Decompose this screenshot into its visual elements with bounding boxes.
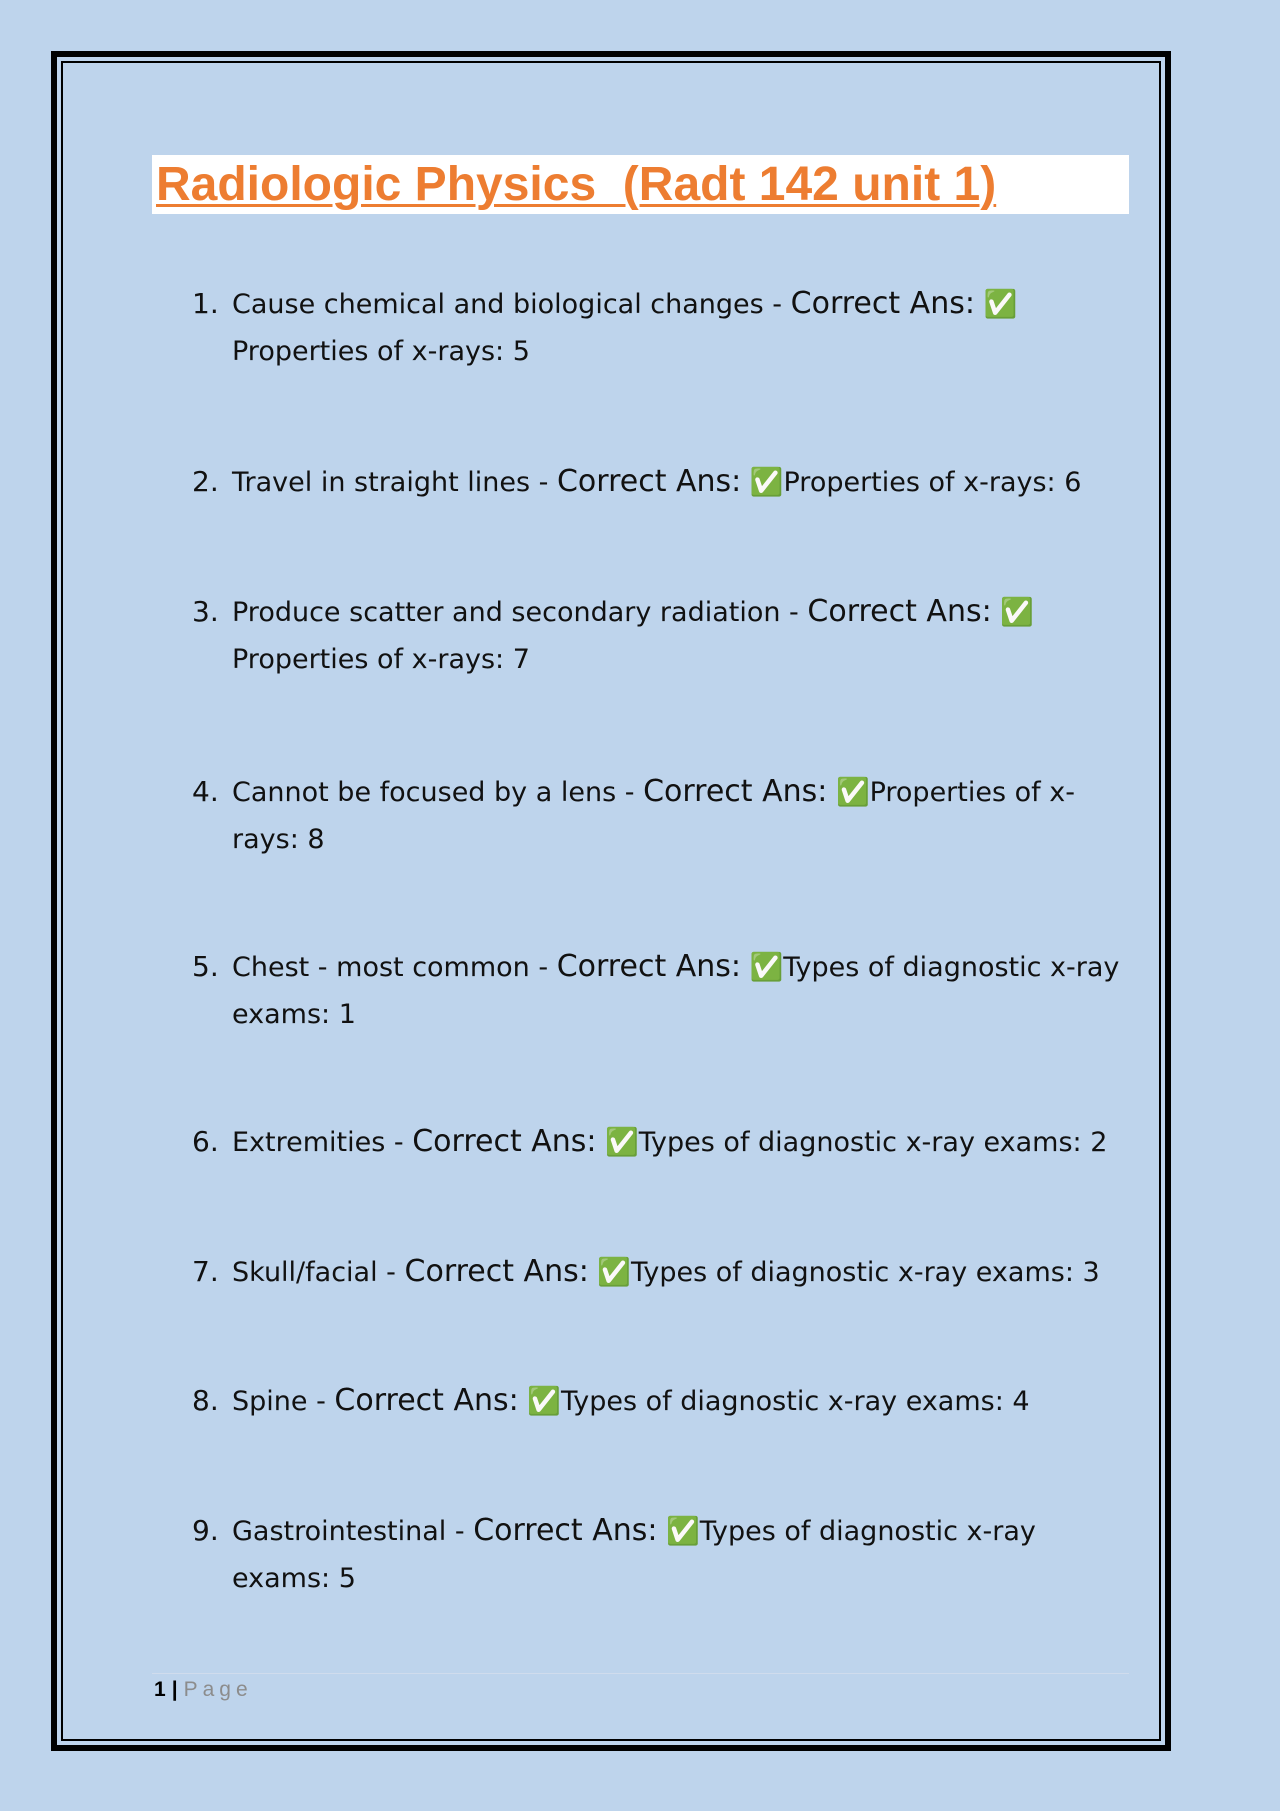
item-question: Chest - most common - [232, 952, 557, 983]
item-text [232, 1118, 1132, 1166]
item-question: Produce scatter and secondary radiation - [232, 597, 808, 628]
footer-page-number: 1 [154, 1678, 166, 1701]
item-question: Gastrointestinal - [232, 1516, 474, 1547]
item-text [232, 1377, 1132, 1425]
check-mark-icon: ✅ [983, 289, 1018, 320]
item-answer: Types of diagnostic x-ray exams: 1 [232, 952, 1120, 1030]
item-answer-label: Correct Ans: [556, 949, 742, 984]
item-text [232, 280, 1132, 375]
item-answer-label: Correct Ans: [790, 286, 975, 321]
item-answer-label: Correct Ans: [643, 774, 828, 809]
item-answer-label: Correct Ans: [473, 1513, 658, 1548]
item-answer: Types of diagnostic x-ray exams: 4 [560, 1386, 1030, 1417]
item-number: 5. [192, 950, 219, 983]
footer-divider [152, 1673, 1129, 1674]
item-answer-label: Correct Ans: [334, 1383, 519, 1418]
list-item [192, 588, 1132, 683]
check-mark-icon: ✅ [527, 1386, 561, 1417]
item-answer: Properties of x-rays: 7 [232, 644, 530, 675]
list-item [192, 1377, 1132, 1425]
check-mark-icon: ✅ [835, 777, 870, 808]
list-item [192, 1248, 1132, 1296]
check-mark-icon: ✅ [1000, 597, 1034, 628]
check-mark-icon: ✅ [749, 467, 784, 498]
item-number: 3. [192, 595, 219, 628]
item-question: Spine - [232, 1386, 335, 1417]
item-question: Cause chemical and biological changes - [232, 289, 791, 320]
list-item [192, 458, 1132, 506]
item-answer-label: Correct Ans: [807, 594, 992, 629]
page-footer [154, 1678, 253, 1702]
title-highlight [152, 155, 1129, 214]
item-answer: Types of diagnostic x-ray exams: 2 [638, 1127, 1108, 1158]
list-item [192, 280, 1132, 375]
item-answer: Properties of x-rays: 8 [232, 777, 1075, 855]
footer-separator: | [171, 1678, 178, 1701]
item-answer: Properties of x-rays: 6 [783, 467, 1082, 498]
item-number: 6. [192, 1125, 219, 1158]
list-item [192, 768, 1132, 863]
item-text [232, 588, 1132, 683]
item-number: 8. [192, 1384, 219, 1417]
item-text [232, 768, 1132, 863]
list-item [192, 1118, 1132, 1166]
item-text [232, 458, 1132, 506]
item-question: Cannot be focused by a lens - [232, 777, 644, 808]
check-mark-icon: ✅ [597, 1257, 632, 1288]
check-mark-icon: ✅ [666, 1516, 700, 1547]
item-number: 7. [192, 1255, 219, 1288]
item-number: 2. [192, 465, 219, 498]
list-item [192, 1507, 1132, 1602]
item-number: 1. [192, 287, 219, 320]
item-answer-label: Correct Ans: [412, 1124, 597, 1159]
check-mark-icon: ✅ [605, 1127, 639, 1158]
footer-page-label: Page [183, 1678, 253, 1701]
item-answer: Properties of x-rays: 5 [232, 336, 530, 367]
item-answer-label: Correct Ans: [404, 1254, 589, 1289]
item-answer-label: Correct Ans: [556, 464, 742, 499]
item-answer: Types of diagnostic x-ray exams: 5 [232, 1516, 1036, 1594]
list-item [192, 943, 1132, 1038]
item-question: Extremities - [232, 1127, 413, 1158]
item-answer: Types of diagnostic x-ray exams: 3 [631, 1257, 1100, 1288]
item-text [232, 943, 1132, 1038]
item-question: Travel in straight lines - [232, 467, 557, 498]
item-number: 4. [192, 775, 219, 808]
item-text [232, 1507, 1132, 1602]
item-text [232, 1248, 1132, 1296]
item-number: 9. [192, 1514, 219, 1547]
page-title: Radiologic Physics (Radt 142 unit 1) [156, 158, 997, 211]
check-mark-icon: ✅ [749, 952, 784, 983]
item-question: Skull/facial - [232, 1257, 405, 1288]
